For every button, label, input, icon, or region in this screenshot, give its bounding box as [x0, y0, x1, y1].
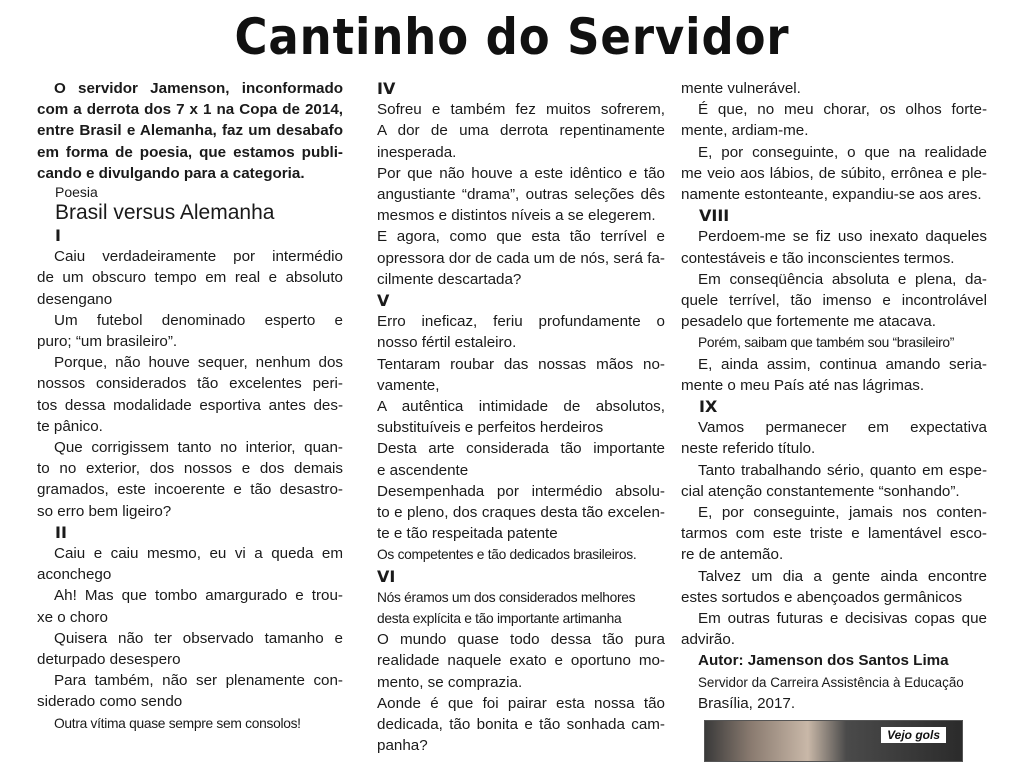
poem-line: Que corrigissem tanto no interior, quan- — [54, 439, 343, 457]
poem-line: gramados, este incoerente e tão desastro- — [37, 481, 343, 499]
poem-line: realidade naquele exato e oportuno mo- — [377, 652, 665, 670]
poem-line: so erro bem ligeiro? — [37, 502, 172, 520]
poem-line: A autêntica intimidade de absolutos, — [377, 398, 665, 416]
poem-line: Nós éramos um dos considerados melhores — [377, 589, 636, 605]
poem-line: re de antemão. — [681, 546, 784, 564]
poem-line: Sofreu e também fez muitos sofrerem, — [377, 101, 665, 119]
poem-line: mente, ardiam-me. — [681, 122, 809, 140]
stanza-numeral: II — [55, 522, 67, 542]
poem-line: A dor de uma derrota repentinamente — [377, 122, 665, 140]
poem-line: Porém, saibam que também sou “brasileiro” — [698, 335, 955, 351]
poem-line: Em conseqüência absoluta e plena, da- — [698, 270, 987, 288]
poem-line: Os competentes e tão dedicados brasileiros. — [377, 547, 637, 563]
poem-line: Desempenhada por intermédio absolu- — [377, 482, 665, 500]
poem-title: Brasil versus Alemanha — [55, 201, 275, 225]
poem-line: Quisera não ter observado tamanho e — [54, 629, 343, 647]
poem-line: Para também, não ser plenamente con- — [54, 672, 343, 690]
poem-line: estes sortudos e abençoados germânicos — [681, 588, 963, 606]
poem-line: Um futebol denominado esperto e — [54, 311, 343, 329]
poem-line: E, por conseguinte, o que na realidade — [698, 143, 987, 161]
poem-line: mente o meu País até nas lágrimas. — [681, 376, 925, 394]
photo-caption: Vejo gols — [881, 727, 946, 743]
column-3 — [681, 78, 987, 714]
poem-line: namente estonteante, expandiu-se aos ares. — [681, 186, 982, 204]
stanza-numeral: IX — [699, 397, 718, 417]
stanza-numeral: V — [377, 291, 390, 311]
intro-line: O servidor Jamenson, inconformado — [54, 80, 343, 97]
poem-line: cilmente descartada? — [377, 270, 522, 288]
poem-line: Aonde é que foi pairar esta nossa tão — [377, 694, 665, 712]
poem-label: Poesia — [55, 184, 98, 201]
poem-line: mento, se comprazia. — [377, 673, 523, 691]
poem-line: siderado como sendo — [37, 693, 183, 711]
column-1 — [37, 78, 343, 734]
intro-line: entre Brasil e Alemanha, faz um desabafo — [37, 122, 343, 140]
poem-line: me veio aos lábios, de súbito, errônea e ple- — [681, 164, 987, 182]
poem-line: xe o choro — [37, 608, 108, 626]
poem-line: tarmos com este triste e lamentável esco- — [681, 525, 987, 543]
stanza-numeral: IV — [377, 79, 396, 98]
poem-line: dedicada, tão bonita e tão sonhada cam- — [377, 716, 665, 734]
poem-line: tos dessa modalidade esportiva antes des- — [37, 396, 343, 414]
intro-line: cando e divulgando para a categoria. — [37, 164, 305, 182]
poem-line: to e pleno, dos craques desta tão excelen- — [377, 504, 665, 522]
poem-line: nosso fértil estaleiro. — [377, 334, 517, 352]
poem-line: Desta arte considerada tão importante — [377, 440, 665, 458]
poem-line: de um obscuro tempo em real e absoluto — [37, 269, 343, 287]
poem-line: quele terrível, tão imenso e incontrolável — [681, 292, 987, 310]
poem-line: angustiante “drama”, outras seleções dês — [377, 186, 665, 204]
stanza-numeral: VIII — [699, 206, 730, 226]
column-2 — [377, 78, 665, 757]
photo-thumbnail — [704, 720, 963, 762]
poem-line: mesmos e distintos níveis a se elegerem. — [377, 207, 656, 225]
stanza-numeral: I — [55, 226, 61, 246]
poem-line: Talvez um dia a gente ainda encontre — [698, 567, 987, 585]
stanza-numeral: VI — [377, 566, 396, 586]
poem-line: Tanto trabalhando sério, quanto em espe- — [698, 461, 987, 479]
poem-line: deturpado desespero — [37, 651, 181, 669]
poem-line: Caiu e caiu mesmo, eu vi a queda em — [54, 545, 343, 563]
intro-line: em forma de poesia, que estamos publi- — [37, 143, 343, 161]
poem-line: cial atenção constantemente “sonhando”. — [681, 482, 960, 500]
intro-paragraph — [37, 78, 343, 184]
poem-line: te e tão respeitada patente — [377, 525, 558, 543]
poem-line: to no exterior, dos nossos e dos demais — [37, 460, 343, 478]
poem-line: contestáveis e tão inconscientes termos. — [681, 249, 955, 267]
page-title: Cantinho do Servidor — [234, 8, 790, 66]
poem-line: E, ainda assim, continua amando seria- — [698, 355, 987, 373]
poem-line: desengano — [37, 290, 113, 308]
poem-line: Erro ineficaz, feriu profundamente o — [377, 313, 665, 331]
poem-line: te pânico. — [37, 417, 103, 435]
poem-line: aconchego — [37, 566, 112, 584]
poem-line: Outra vítima quase sempre sem consolos! — [54, 715, 301, 731]
author-line: Autor: Jamenson dos Santos Lima — [698, 652, 949, 670]
poem-line: vamente, — [377, 376, 440, 394]
poem-line: Tentaram roubar das nossas mãos no- — [377, 355, 665, 373]
poem-line: Em outras futuras e decisivas copas que — [698, 610, 987, 628]
poem-line: É que, no meu chorar, os olhos forte- — [698, 101, 987, 119]
poem-line: advirão. — [681, 631, 736, 649]
poem-line: e ascendente — [377, 461, 469, 479]
poem-line: panha? — [377, 737, 428, 755]
poem-line: Caiu verdadeiramente por intermédio — [54, 248, 343, 266]
intro-line: com a derrota dos 7 x 1 na Copa de 2014, — [37, 101, 343, 119]
poem-line: O mundo quase todo dessa tão pura — [377, 631, 665, 649]
poem-line: substituíveis e perfeitos herdeiros — [377, 419, 604, 437]
poem-line: Por que não houve a este idêntico e tão — [377, 164, 665, 182]
poem-line: Vamos permanecer em expectativa — [698, 419, 987, 437]
poem-line: E, por conseguinte, jamais nos conten- — [698, 504, 987, 522]
author-affiliation: Servidor da Carreira Assistência à Educação — [698, 674, 964, 690]
poem-line: nossos considerados tão excelentes peri- — [37, 375, 343, 393]
poem-line: desta explícita e tão importante artimanha — [377, 611, 622, 627]
poem-line: opressora dor de cada um de nós, será fa- — [377, 249, 665, 267]
poem-line: Porque, não houve sequer, nenhum dos — [54, 354, 343, 372]
poem-line: E agora, como que esta tão terrível e — [377, 228, 665, 246]
place-date: Brasília, 2017. — [698, 694, 796, 712]
poem-line: inesperada. — [377, 143, 457, 161]
poem-line: Perdoem-me se fiz uso inexato daqueles — [698, 228, 987, 246]
poem-line: pesadelo que fortemente me atacava. — [681, 313, 936, 331]
poem-line: neste referido título. — [681, 440, 816, 458]
poem-line: mente vulnerável. — [681, 80, 801, 97]
poem-line: Ah! Mas que tombo amargurado e trou- — [54, 587, 343, 605]
poem-line: puro; “um brasileiro”. — [37, 333, 178, 351]
